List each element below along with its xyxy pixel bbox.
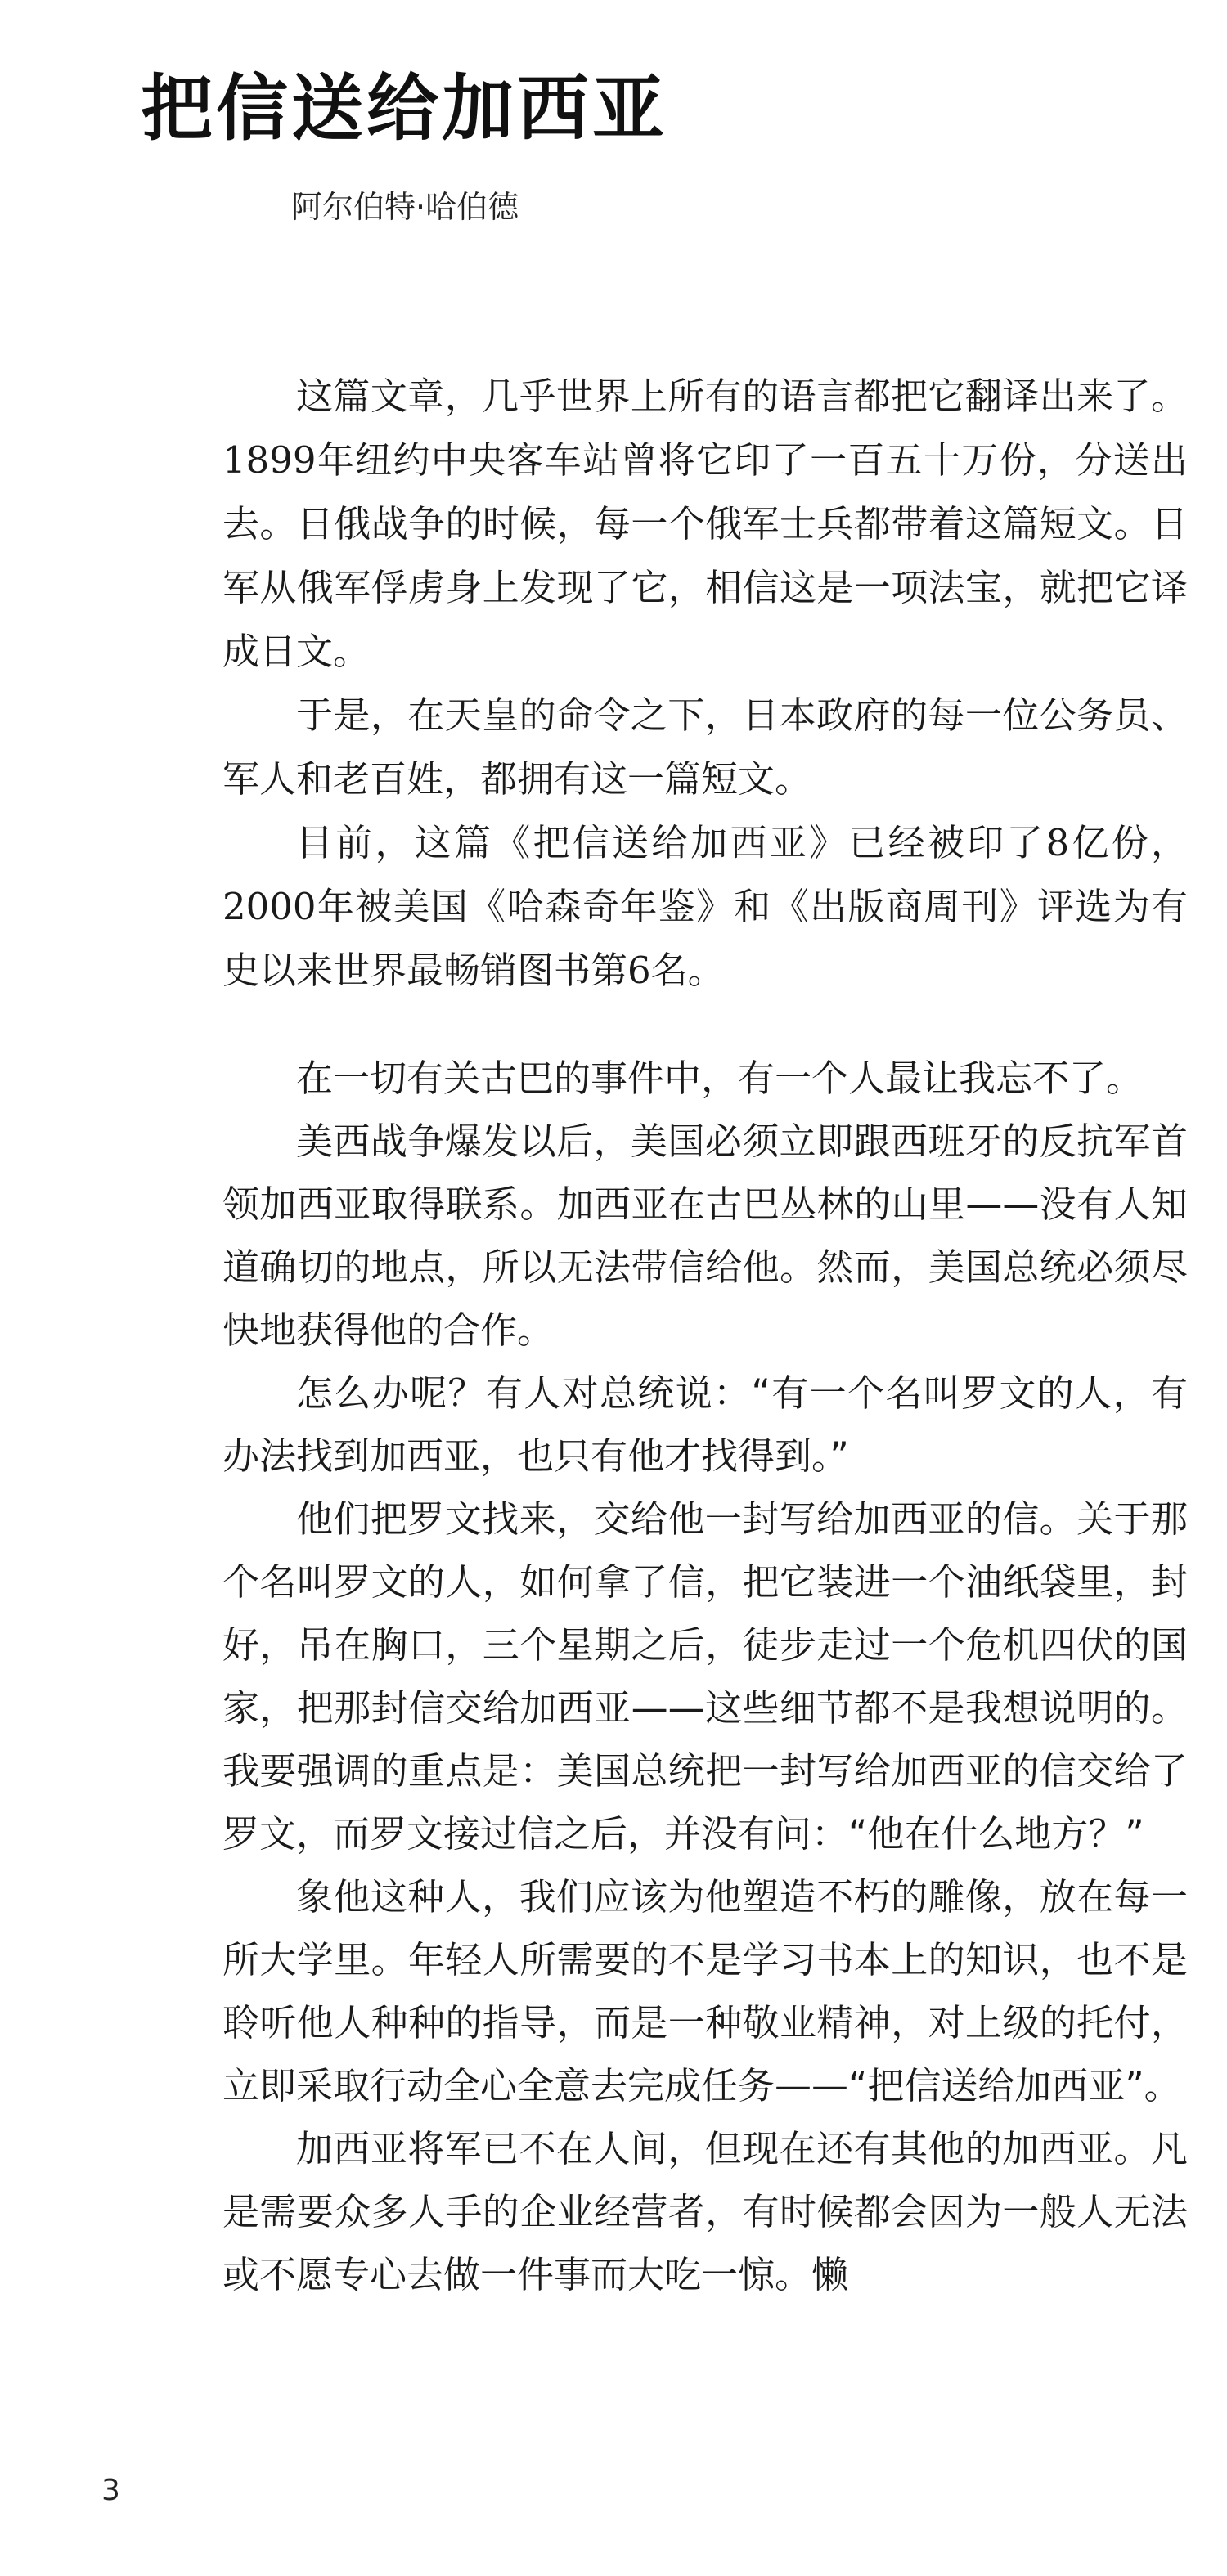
intro-section	[222, 365, 1188, 1003]
body-paragraph: 象他这种人，我们应该为他塑造不朽的雕像，放在每一所大学里。年轻人所需要的不是学习书本上的知识，也不是聆听他人种种的指导，而是一种敬业精神，对上级的托付，立即采取行动全心全意去完成任务——“把信送给加西亚”。	[222, 1875, 1188, 2107]
author-name: 阿尔伯特·哈伯德	[291, 189, 519, 225]
body-paragraph: 他们把罗文找来，交给他一封写给加西亚的信。关于那个名叫罗文的人，如何拿了信，把它装进一个油纸袋里，封好，吊在胸口，三个星期之后，徒步走过一个危机四伏的国家，把那封信交给加西亚——这些细节都不是我想说明的。我要强调的重点是：美国总统把一封写给加西亚的信交给了罗文，而罗文接过信之后，并没有问：“他在什么地方？”	[222, 1497, 1188, 1856]
body-paragraph: 美西战争爆发以后，美国必须立即跟西班牙的反抗军首领加西亚取得联系。加西亚在古巴丛林的山里——没有人知道确切的地点，所以无法带信给他。然而，美国总统必须尽快地获得他的合作。	[222, 1120, 1188, 1352]
intro-paragraph: 目前，这篇《把信送给加西亚》已经被印了8亿份，2000年被美国《哈森奇年鉴》和《出版商周刊》评选为有史以来世界最畅销图书第6名。	[222, 821, 1188, 992]
page-title: 把信送给加西亚	[141, 66, 668, 150]
body-paragraph: 在一切有关古巴的事件中，有一个人最让我忘不了。	[296, 1057, 1144, 1100]
body-paragraph: 加西亚将军已不在人间，但现在还有其他的加西亚。凡是需要众多人手的企业经营者，有时候都会因为一般人无法或不愿专心去做一件事而大吃一惊。懒	[222, 2127, 1188, 2296]
intro-paragraph: 这篇文章，几乎世界上所有的语言都把它翻译出来了。1899年纽约中央客车站曾将它印了一百五十万份，分送出去。日俄战争的时候，每一个俄军士兵都带着这篇短文。日军从俄军俘虏身上发现了它，相信这是一项法宝，就把它译成日文。	[222, 375, 1188, 673]
page-number: 3	[101, 2474, 120, 2507]
intro-paragraph: 于是，在天皇的命令之下，日本政府的每一位公务员、军人和老百姓，都拥有这一篇短文。	[222, 693, 1188, 801]
body-paragraph: 怎么办呢？有人对总统说：“有一个名叫罗文的人，有办法找到加西亚，也只有他才找得到。”	[222, 1371, 1188, 1478]
main-text	[222, 1047, 1188, 2306]
